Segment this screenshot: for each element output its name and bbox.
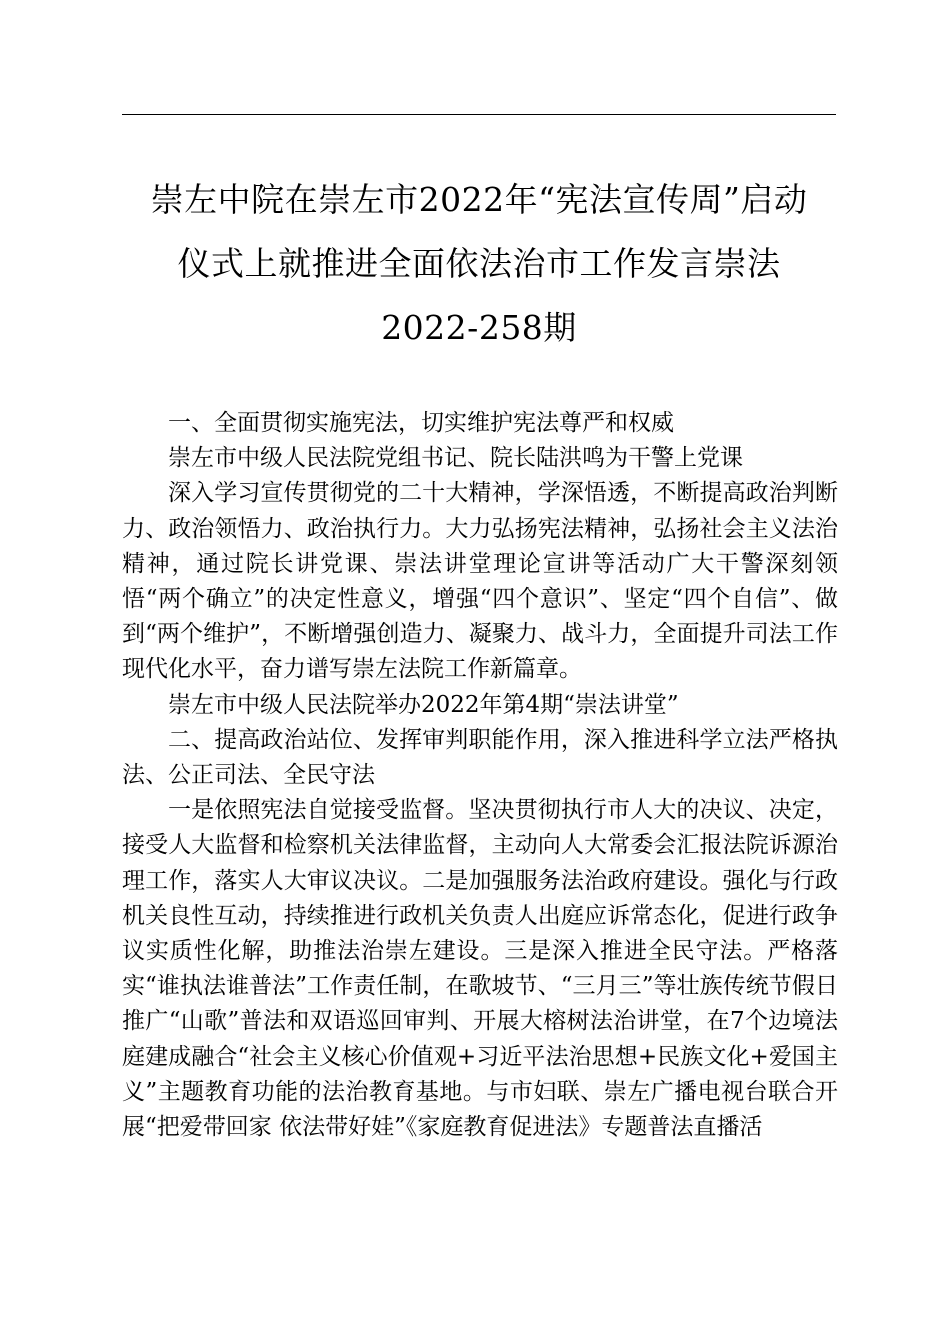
document-title: [122, 168, 836, 360]
photo-caption-2: 崇左市中级人民法院举办2022年第4期“崇法讲堂”: [168, 691, 679, 718]
title-line-2: 仪式上就推进全面依法治市工作发言崇法: [177, 244, 781, 283]
section-heading-1: 一、全面贯彻实施宪法，切实维护宪法尊严和权威: [168, 410, 674, 436]
document-body: [122, 406, 838, 1145]
body-paragraph-2: 一是依照宪法自觉接受监督。坚决贯彻执行市人大的决议、决定，接受人大监督和检察机关法律监督，主动向人大常委会汇报法院诉源治理工作，落实人大审议决议。二是加强服务法治政府建设。强化与行政机关良性互动，持续推进行政机关负责人出庭应诉常态化，促进行政争议实质性化解，助推法治崇左建设。三是深入推进全民守法。严格落实“谁执法谁普法”工作责任制，在歌坡节、“三月三”等壮族传统节假日推广“山歌”普法和双语巡回审判、开展大榕树法治讲堂，在7个边境法庭建成融合“社会主义核心价值观+习近平法治思想+民族文化+爱国主义”主题教育功能的法治教育基地。与市妇联、崇左广播电视台联合开展“把爱带回家 依法带好娃”《家庭教育促进法》专题普法直播活: [122, 797, 838, 1141]
photo-caption-1: 崇左市中级人民法院党组书记、院长陆洪鸣为干警上党课: [168, 445, 743, 472]
title-line-3: 2022-258期: [381, 308, 577, 347]
title-line-1: 崇左中院在崇左市2022年“宪法宣传周”启动: [150, 180, 808, 219]
section-heading-2: 二、提高政治站位、发挥审判职能作用，深入推进科学立法严格执法、公正司法、全民守法: [122, 726, 838, 789]
header-rule: [122, 114, 836, 115]
body-paragraph-1: 深入学习宣传贯彻党的二十大精神，学深悟透，不断提高政治判断力、政治领悟力、政治执行力。大力弘扬宪法精神，弘扬社会主义法治精神，通过院长讲党课、崇法讲堂理论宣讲等活动广大干警深刻领悟“两个确立”的决定性意义，增强“四个意识”、坚定“四个自信”、做到“两个维护”，不断增强创造力、凝聚力、战斗力，全面提升司法工作现代化水平，奋力谱写崇左法院工作新篇章。: [122, 480, 838, 683]
